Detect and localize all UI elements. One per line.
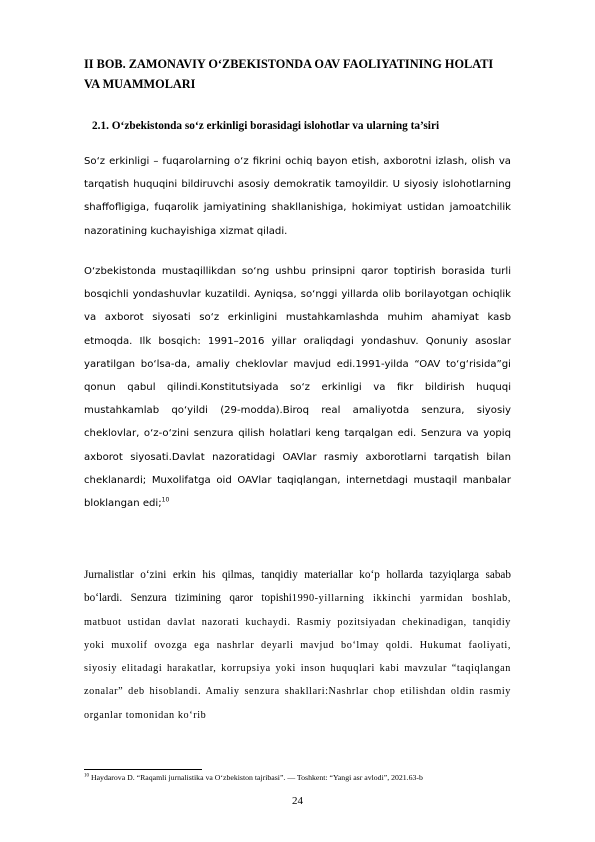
footnote-marker: 10 — [84, 773, 89, 779]
paragraph-text: O‘zbekistonda mustaqillikdan so‘ng ushbu prinsipni qaror toptirish borasida turli bosqichli yondashuvlar kuzatildi. Ayniqsa, so‘nggi yillarda olib borilayotgan ochiqlik va axborot siyosati so‘z erkinligini mustahkamlashda muhim ahamiyat kasb etmoqda. Ilk bosqich: 1991–2016 yillar oraliqdagi yondashuv. Qonuniy asoslar yaratilgan bo‘lsa-da, amaliy cheklovlar mavjud edi.1991-yilda “OAV to‘g‘risida”gi qonun qabul qilindi.Konstitutsiyada so‘z erkinligi va fikr bildirish huquqi mustahkamlab qo‘yildi (29-modda).Biroq real amaliyotda senzura, siyosiy cheklovlar, o‘z-o‘zini senzura qilish holatlari keng tarqalgan edi. Senzura va yopiq axborot siyosati.Davlat nazoratidagi OAVlar rasmiy axborotlarni tarqatish bilan cheklanardi; Muxolifatga oid OAVlar taqiqlangan, internetdagi mustaqil manbalar bloklangan edi; — [84, 266, 511, 510]
paragraph-text: Jurnalistlar o‘zini erkin his qilmas, tanqidiy materiallar ko‘p hollarda tazyiqlarga sabab bo‘lardi. Senzura tizimining qaror topishi — [84, 569, 511, 605]
paragraph: So‘z erkinligi – fuqarolarning o‘z fikrini ochiq bayon etish, axborotni izlash, olish va tarqatish huquqini bildiruvchi asosiy demokratik tamoyildir. U siyosiy islohotlarning shaffofligiga, fuqarolik jamiyatining shakllanishiga, hokimiyat ustidan jamoatchilik nazoratining kuchayishiga xizmat qiladi. — [84, 156, 511, 237]
footnote-divider — [84, 769, 202, 770]
paragraph-text: 1990-yillarning ikkinchi yarmidan boshlab, matbuot ustidan davlat nazorati kuchaydi. Rasmiy pozitsiyadan chekinadigan, tanqidiy yoki muxolif ovozga ega nashrlar deyarli mavjud bo‘lmay qoldi. Hukumat faoliyati, siyosiy elitadagi harakatlar, korrupsiya yoki inson huquqlari kabi mavzular “taqiqlangan zonalar” deb hisoblandi. Amaliy senzura shakllari:Nashrlar chop etilishdan oldin rasmiy organlar tomonidan ko‘rib — [84, 593, 512, 721]
footnote — [84, 772, 511, 784]
paragraph — [84, 564, 511, 727]
page-number: 24 — [292, 795, 303, 807]
footnote-reference[interactable]: 10 — [161, 496, 170, 504]
chapter-title: II BOB. ZAMONAVIY O‘ZBEKISTONDA OAV FAOLIYATINING HOLATI VA MUAMMOLARI — [84, 57, 494, 91]
paragraph — [84, 260, 511, 515]
footnote-text: Haydarova D. “Raqamli jurnalistika va O‘zbekiston tajribasi”. — Toshkent: “Yangi asr avlodi”, 2021.63-b — [89, 773, 423, 782]
section-title: 2.1. O‘zbekistonda so‘z erkinligi borasidagi islohotlar va ularning ta’siri — [92, 120, 440, 132]
